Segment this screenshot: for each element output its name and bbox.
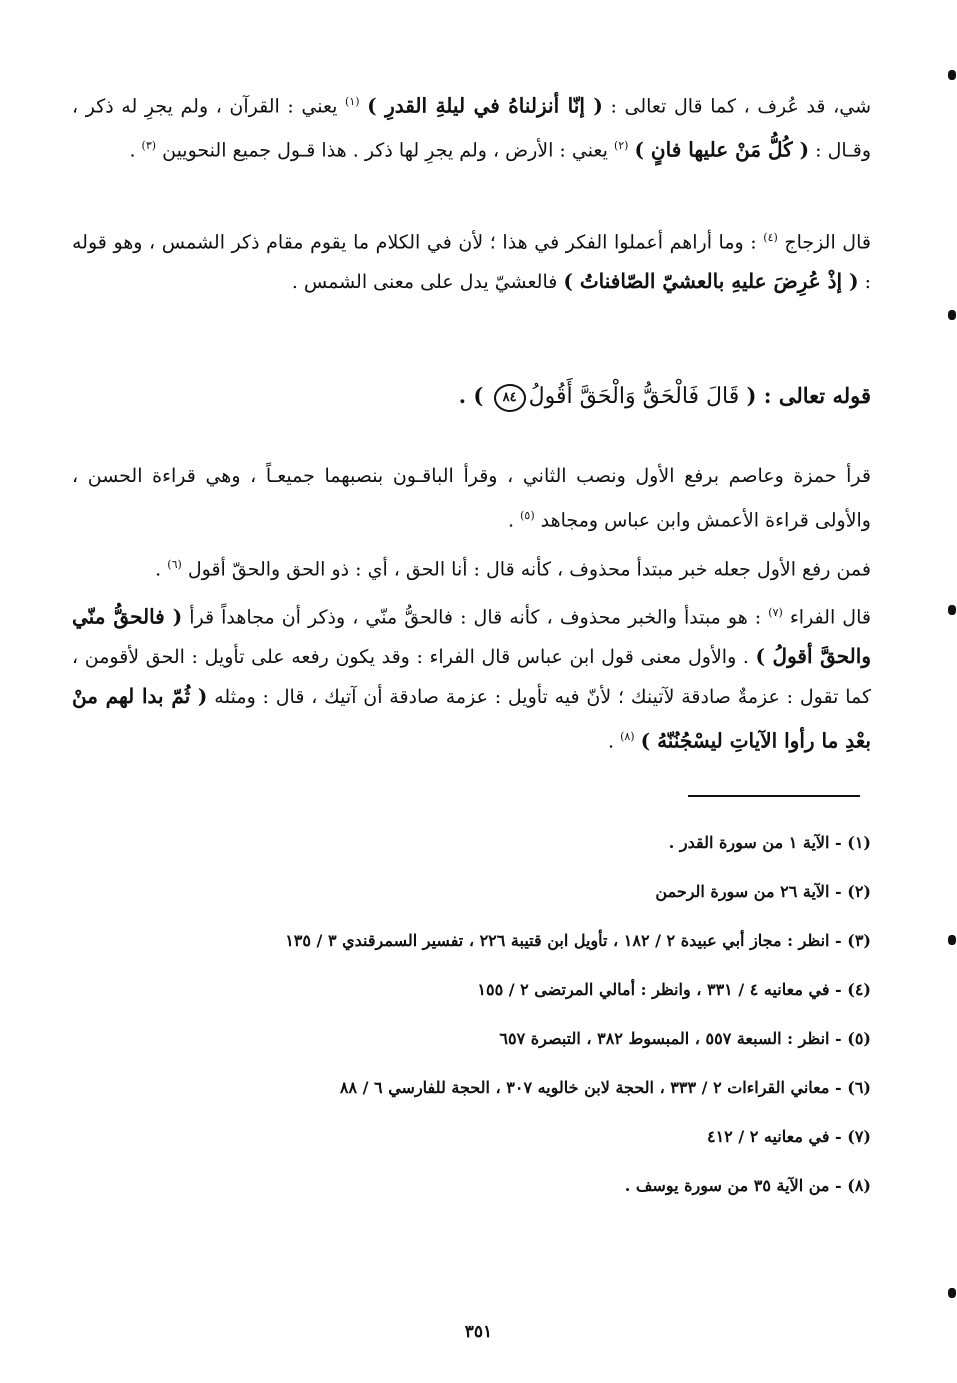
text: : هو مبتدأ والخبر محذوف ، كأنه قال : فالحقُّ منّي ، وذكر أن مجاهداً قرأ [182, 606, 762, 629]
text: قال الزجاج [777, 231, 871, 254]
footnote-ref: (٥) [520, 509, 535, 522]
text: فالعشيّ يدل على معنى الشمس . [291, 271, 558, 294]
quran-quote: ( ثُمّ بدا لهم منْ بعْدِ ما رأوا الآياتِ ليسْجُنُنّهُ ) [72, 684, 871, 753]
text: . [155, 558, 162, 581]
text: : وما أراهم أعملوا الفكر في هذا ؛ لأن في الكلام ما يقوم مقام ذكر الشمس ، وهو قوله : [72, 231, 871, 294]
footnote: (٣) - انظر : مجاز أبي عبيدة ٢ / ١٨٢ ، تأويل ابن قتيبة ٢٢٦ ، تفسير السمرقندي ٣ / ١٣٥ [285, 931, 871, 950]
footnote: (٨) - من الآية ٣٥ من سورة يوسف . [624, 1176, 871, 1195]
footnotes [120, 818, 871, 1210]
quran-quote: ( إنّا أنزلناهُ في ليلةِ القدرِ ) [367, 93, 603, 118]
footnote-ref: (٦) [167, 558, 182, 571]
footnote-ref: (٧) [768, 606, 783, 619]
page-number: ٣٥١ [464, 1322, 493, 1342]
footnote-ref: (٣) [141, 139, 157, 153]
footnote-ref: (٤) [763, 231, 778, 244]
scan-mark [948, 310, 956, 320]
footnote: (٧) - في معانيه ٢ / ٤١٢ [706, 1127, 871, 1146]
scan-mark [948, 1288, 956, 1298]
paragraph-3 [72, 457, 871, 540]
scan-mark [948, 605, 956, 615]
text: . [508, 509, 515, 532]
footnote-ref: (٢) [613, 139, 629, 153]
text: يعني : القرآن ، ولم يجرِ له ذكر ، وقـال : [72, 95, 871, 162]
text: شي، قد عُرف ، كما قال تعالى : [602, 95, 871, 118]
text: . [607, 730, 615, 753]
footnote-ref: (١) [345, 95, 360, 108]
paragraph-2 [72, 218, 871, 302]
text: يعني : الأرض ، ولم يجرِ لها ذكر . هذا قـول جميع النحويين [156, 139, 608, 162]
verse-heading [72, 355, 871, 438]
footnote: (٢) - الآية ٢٦ من سورة الرحمن [655, 882, 871, 901]
heading-label: قوله تعالى : ( [739, 383, 871, 408]
text: فمن رفع الأول جعله خبر مبتدأ محذوف ، كأنه قال : أنا الحق ، أي : ذو الحق والحقّ أقول [181, 558, 871, 581]
scan-mark [948, 935, 956, 945]
footnote: (٦) - معاني القراءات ٢ / ٣٣٣ ، الحجة لابن خالويه ٣٠٧ ، الحجة للفارسي ٦ / ٨٨ [339, 1078, 871, 1097]
verse-number-medallion: ٨٤ [494, 384, 526, 412]
text: . [129, 139, 136, 162]
scan-mark [948, 70, 956, 80]
quran-quote: ( كُلُّ مَنْ عليها فانٍ ) [634, 137, 810, 162]
footnote-separator [688, 795, 860, 797]
heading-end: ) . [458, 383, 491, 408]
paragraph-5 [72, 593, 871, 762]
text: قال الفراء [782, 606, 871, 629]
footnote-ref: (٨) [620, 730, 635, 744]
verse-text: قَالَ فَالْحَقُّ وَالْحَقَّ أَقُولُ [528, 384, 740, 409]
footnote: (١) - الآية ١ من سورة القدر . [668, 833, 871, 852]
footnote: (٥) - انظر : السبعة ٥٥٧ ، المبسوط ٣٨٢ ، التبصرة ٦٥٧ [499, 1029, 871, 1048]
paragraph-1 [72, 82, 871, 171]
quran-quote: ( إذْ عُرِضَ عليهِ بالعشيّ الصّافناتُ ) [563, 269, 859, 294]
paragraph-4 [72, 545, 871, 589]
footnote: (٤) - في معانيه ٤ / ٣٣١ ، وانظر : أمالي المرتضى ٢ / ١٥٥ [477, 980, 871, 999]
text: . والأول معنى قول ابن عباس قال الفراء : وقد يكون رفعه على تأويل : الحق لأقومن ، كما تقول : عزمةٌ صادقة لآتينك ؛ لأنّ فيه تأويل : عزمة صادقة أن آتيك ، قال : ومثله [72, 646, 872, 709]
quran-quote: ( فالحقُّ منّي والحقَّ أقولُ ) [72, 604, 871, 669]
text: قرأ حمزة وعاصم برفع الأول ونصب الثاني ، وقرأ الباقـون بنصبهما جميعـاً ، وهي قراءة الحسن ، والأولى قراءة الأعمش وابن عباس ومجاهد [72, 465, 871, 532]
